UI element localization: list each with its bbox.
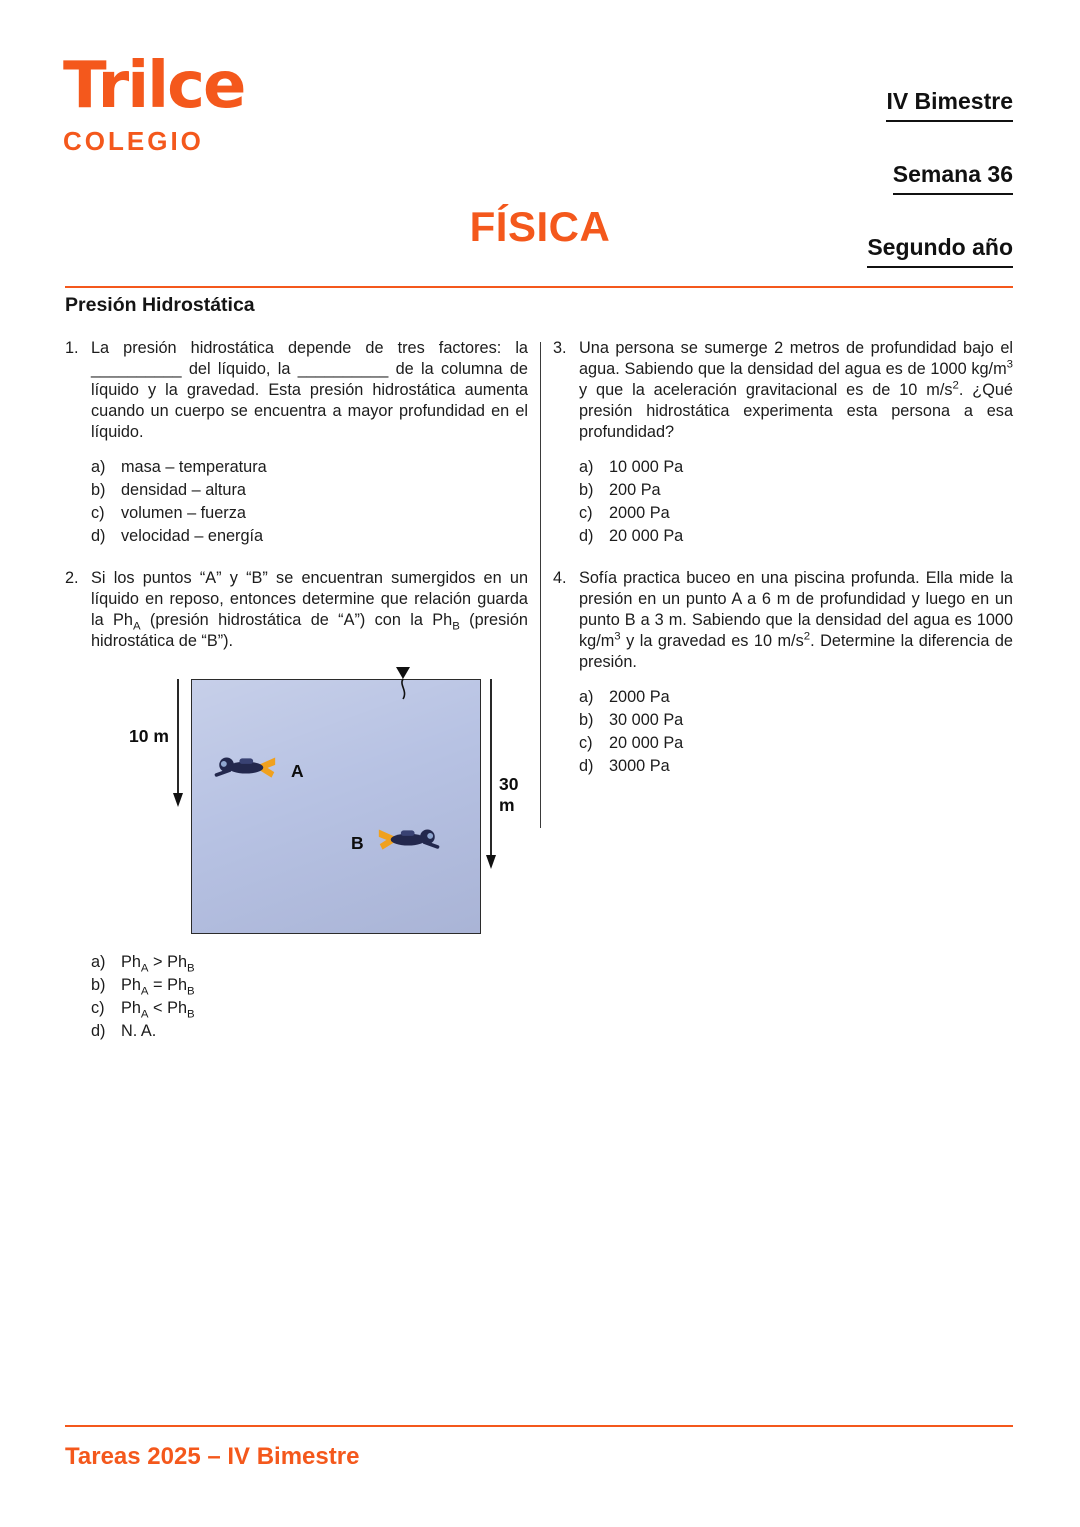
options-list — [91, 951, 528, 1043]
option-text: 20 000 Pa — [609, 527, 684, 545]
option-row — [579, 732, 1013, 755]
subject-title: FÍSICA — [469, 203, 611, 250]
option-text: 20 000 Pa — [609, 734, 684, 752]
question-text: Sofía practica buceo en una piscina profunda. Ella mide la presión en un punto A a 6 m de profundidad y luego en un punto B a 3 m. Sabiendo que la densidad del agua es 1000 $kg/m^3$ y la gravedad es 10 $m/s^2$. Determine la diferencia de presión. — [579, 569, 1013, 671]
left-column — [65, 338, 528, 1063]
option-text: $Ph_A < Ph_B$ — [121, 999, 195, 1021]
option-letter: a) — [91, 458, 106, 476]
header-divider — [65, 286, 1013, 288]
option-row — [579, 479, 1013, 502]
option-letter: c) — [579, 734, 593, 752]
option-text: 2000 Pa — [609, 688, 670, 706]
option-text: 3000 Pa — [609, 757, 670, 775]
option-row — [579, 525, 1013, 548]
footer-divider — [65, 1425, 1013, 1427]
option-row — [579, 502, 1013, 525]
options-list — [579, 686, 1013, 778]
options-list — [91, 456, 528, 548]
option-letter: d) — [579, 757, 594, 775]
question-text: La presión hidrostática depende de tres factores: la __________ del líquido, la __________ de la columna de líquido y la gravedad. Esta presión hidrostática aumenta cuando un cuerpo se encuentra a mayor profundidad en el líquido. — [91, 339, 528, 441]
bimester-label: IV Bimestre — [886, 88, 1013, 122]
option-letter: c) — [91, 504, 105, 522]
option-letter: b) — [91, 481, 106, 499]
option-text: 2000 Pa — [609, 504, 670, 522]
options-list — [579, 456, 1013, 548]
grade-label: Segundo año — [867, 234, 1013, 268]
question-text: Si los puntos “A” y “B” se encuentran sumergidos en un líquido en reposo, entonces determine que relación guarda la $Ph_A$ (presión hidrostática de “A”) con la $Ph_B$ (presión hidrostática de “B”). — [91, 569, 528, 650]
depth-label-10m: 10 m — [129, 726, 169, 746]
option-row — [91, 974, 528, 997]
school-logo-title: Trilce — [63, 49, 245, 123]
diver-a-icon — [211, 750, 277, 787]
option-letter: c) — [579, 504, 593, 522]
option-row — [91, 997, 528, 1020]
option-letter: d) — [91, 527, 106, 545]
option-text: 30 000 Pa — [609, 711, 684, 729]
depth-arrow-10m-icon — [171, 679, 185, 807]
question-1 — [65, 338, 528, 548]
option-letter: b) — [91, 976, 106, 994]
option-text: 200 Pa — [609, 481, 661, 499]
right-column — [553, 338, 1013, 798]
depth-arrow-30m-icon — [484, 679, 498, 869]
question-text: Una persona se sumerge 2 metros de profundidad bajo el agua. Sabiendo que la densidad del agua es de 1000 $kg/m^3$ y que la aceleración gravitacional es de 10 $m/s^2$. ¿Qué presión hidrostática experimenta esta persona a esa profundidad? — [579, 339, 1013, 441]
option-row — [91, 502, 528, 525]
option-letter: d) — [579, 527, 594, 545]
option-row — [91, 1020, 528, 1043]
question-number: 1. — [65, 339, 79, 357]
question-4 — [553, 568, 1013, 778]
questions-area — [65, 338, 1013, 1063]
option-row — [579, 709, 1013, 732]
school-logo — [63, 49, 245, 157]
question-number: 3. — [553, 339, 567, 357]
question-2 — [65, 568, 528, 1043]
option-text: densidad – altura — [121, 481, 246, 499]
section-title: Presión Hidrostática — [65, 294, 255, 316]
option-row — [579, 686, 1013, 709]
column-divider — [540, 342, 541, 828]
school-logo-subtitle: COLEGIO — [63, 126, 204, 156]
option-row — [579, 456, 1013, 479]
option-row — [579, 755, 1013, 778]
option-row — [91, 951, 528, 974]
question-number: 4. — [553, 569, 567, 587]
option-text: 10 000 Pa — [609, 458, 684, 476]
week-label: Semana 36 — [893, 161, 1013, 195]
option-letter: a) — [91, 953, 106, 971]
option-text: volumen – fuerza — [121, 504, 246, 522]
option-letter: a) — [579, 458, 594, 476]
point-b-label: B — [351, 833, 364, 853]
depth-label-30m: 30 m — [499, 774, 519, 815]
option-letter: c) — [91, 999, 105, 1017]
option-letter: b) — [579, 711, 594, 729]
point-a-label: A — [291, 761, 304, 781]
footer-text: Tareas 2025 – IV Bimestre — [65, 1443, 360, 1470]
option-row — [91, 525, 528, 548]
hydrostatic-diagram — [91, 666, 528, 938]
option-text: $Ph_A = Ph_B$ — [121, 976, 195, 998]
option-text: masa – temperatura — [121, 458, 267, 476]
diver-b-icon — [377, 822, 443, 859]
option-letter: b) — [579, 481, 594, 499]
question-3 — [553, 338, 1013, 548]
surface-marker-icon — [392, 666, 414, 708]
question-number: 2. — [65, 569, 79, 587]
option-row — [91, 456, 528, 479]
option-text: N. A. — [121, 1022, 157, 1040]
water-tank — [191, 679, 481, 934]
option-letter: a) — [579, 688, 594, 706]
option-text: $Ph_A > Ph_B$ — [121, 953, 195, 975]
option-letter: d) — [91, 1022, 106, 1040]
option-row — [91, 479, 528, 502]
option-text: velocidad – energía — [121, 527, 264, 545]
